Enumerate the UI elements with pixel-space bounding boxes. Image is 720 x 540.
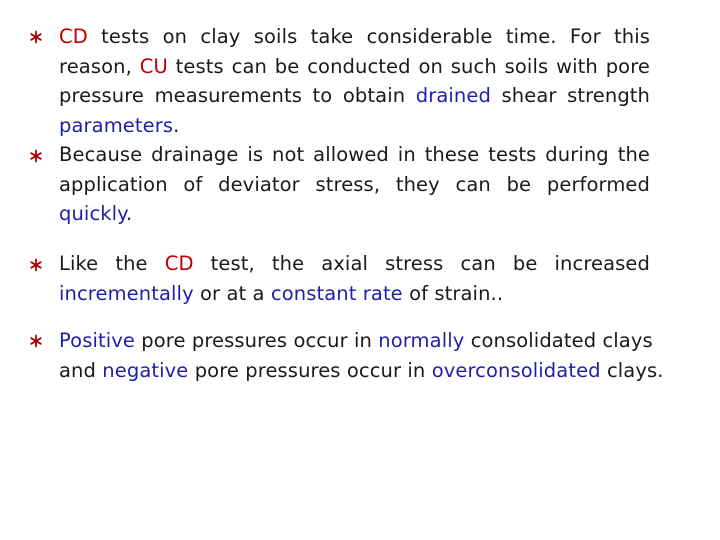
highlighted-term: negative — [102, 358, 189, 382]
highlighted-term: constant rate — [270, 281, 403, 305]
highlighted-term: CD — [59, 25, 88, 48]
highlighted-term: overconsolidated — [431, 358, 601, 382]
highlighted-term: Positive — [59, 329, 135, 352]
paragraph-4 — [59, 326, 679, 385]
text-run: tests on clay soils take considerable time. For this reason, — [59, 25, 650, 78]
asterisk-bullet-icon — [28, 333, 44, 349]
text-run: tests can be conducted on such soils with pore pressure measurements to obtain — [59, 54, 650, 107]
text-run: clays. — [600, 358, 664, 382]
text-run: pore pressures occur in — [188, 358, 432, 382]
paragraph-2 — [59, 140, 650, 229]
text-run: . — [173, 113, 180, 137]
text-run: test, the axial stress can be increased — [193, 252, 650, 275]
text-run: pore pressures occur in — [134, 329, 379, 352]
highlighted-term: parameters — [59, 113, 174, 137]
highlighted-term: drained — [415, 84, 491, 107]
asterisk-bullet-icon — [28, 257, 44, 273]
asterisk-bullet-icon — [28, 148, 44, 164]
highlighted-term: incrementally — [59, 281, 194, 305]
paragraph-1 — [59, 22, 650, 140]
text-run: of strain.. — [402, 281, 504, 305]
text-run: Because drainage is not allowed in these tests during the application of deviator stress, they can be performed — [59, 143, 650, 196]
highlighted-term: quickly — [59, 202, 127, 225]
text-run: Like the — [59, 252, 165, 275]
paragraph-3 — [59, 249, 650, 308]
highlighted-term: CD — [164, 252, 194, 275]
highlighted-term: normally — [378, 329, 465, 352]
text-run: shear strength — [490, 84, 650, 107]
text-run: . — [126, 202, 133, 225]
highlighted-term: CU — [139, 54, 168, 78]
text-run: or at a — [193, 281, 271, 305]
text-run: consolidated clays and — [59, 329, 653, 382]
asterisk-bullet-icon — [28, 29, 44, 45]
